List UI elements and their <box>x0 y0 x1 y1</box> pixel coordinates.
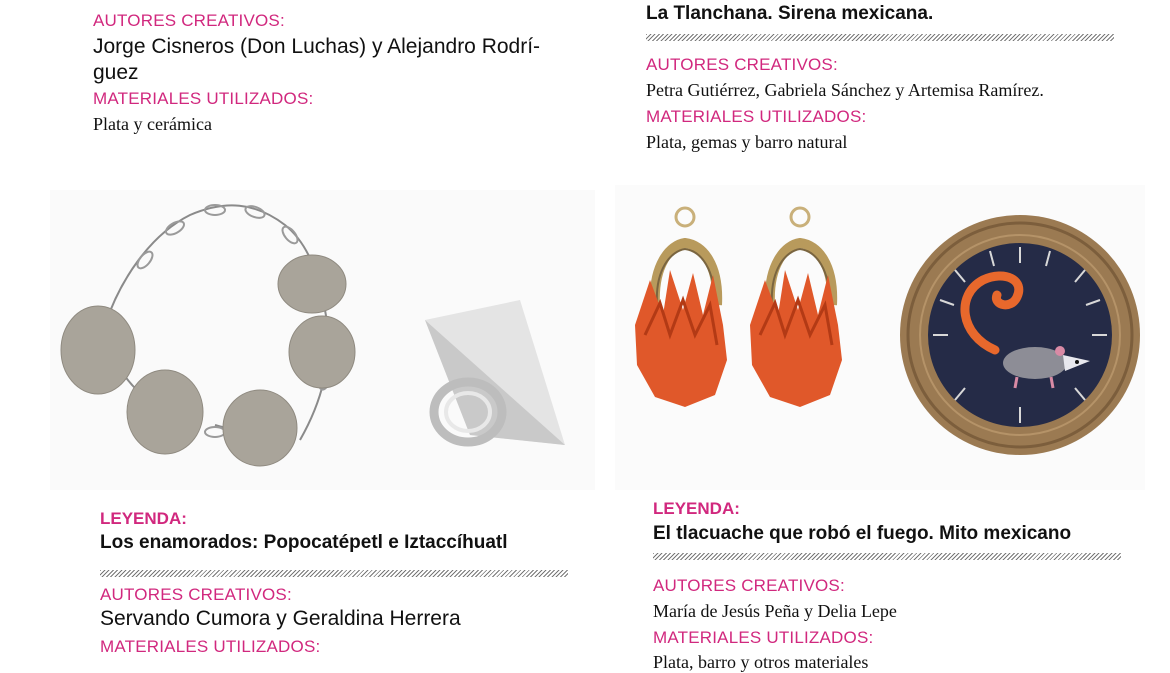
earrings-plate-photo <box>615 185 1145 490</box>
autores-value: María de Jesús Peña y Delia Lepe <box>653 601 897 621</box>
piece-title: La Tlanchana. Sirena mexicana. <box>646 3 934 24</box>
autores-value <box>93 34 573 86</box>
autores-label: AUTORES CREATIVOS: <box>646 55 838 74</box>
materiales-label: MATERIALES UTILIZADOS: <box>93 89 314 108</box>
materiales-label: MATERIALES UTILIZADOS: <box>100 637 321 656</box>
materiales-label: MATERIALES UTILIZADOS: <box>653 628 874 647</box>
materiales-value: Plata y cerámica <box>93 114 212 134</box>
materiales-value: Plata, barro y otros materiales <box>653 652 869 672</box>
autores-value: Petra Gutiérrez, Gabriela Sánchez y Artemisa Ramírez. <box>646 80 1044 100</box>
earrings-plate-illustration <box>615 185 1145 490</box>
divider <box>653 553 1121 560</box>
divider <box>646 34 1114 41</box>
autores-label: AUTORES CREATIVOS: <box>100 585 292 604</box>
autores-line: guez <box>93 61 139 84</box>
autores-label: AUTORES CREATIVOS: <box>93 11 285 30</box>
autores-label: AUTORES CREATIVOS: <box>653 576 845 595</box>
necklace-ring-photo <box>50 190 595 490</box>
necklace-ring-illustration <box>50 190 595 490</box>
leyenda-label: LEYENDA: <box>653 499 740 518</box>
piece-title: Los enamorados: Popocatépetl e Iztaccíhuatl <box>100 532 508 553</box>
materiales-label: MATERIALES UTILIZADOS: <box>646 107 867 126</box>
materiales-value: Plata, gemas y barro natural <box>646 132 848 152</box>
divider <box>100 570 568 577</box>
autores-line: Jorge Cisneros (Don Luchas) y Alejandro Rodrí- <box>93 35 541 58</box>
piece-title: El tlacuache que robó el fuego. Mito mexicano <box>653 523 1072 544</box>
autores-value: Servando Cumora y Geraldina Herrera <box>100 607 461 630</box>
leyenda-label: LEYENDA: <box>100 509 187 528</box>
